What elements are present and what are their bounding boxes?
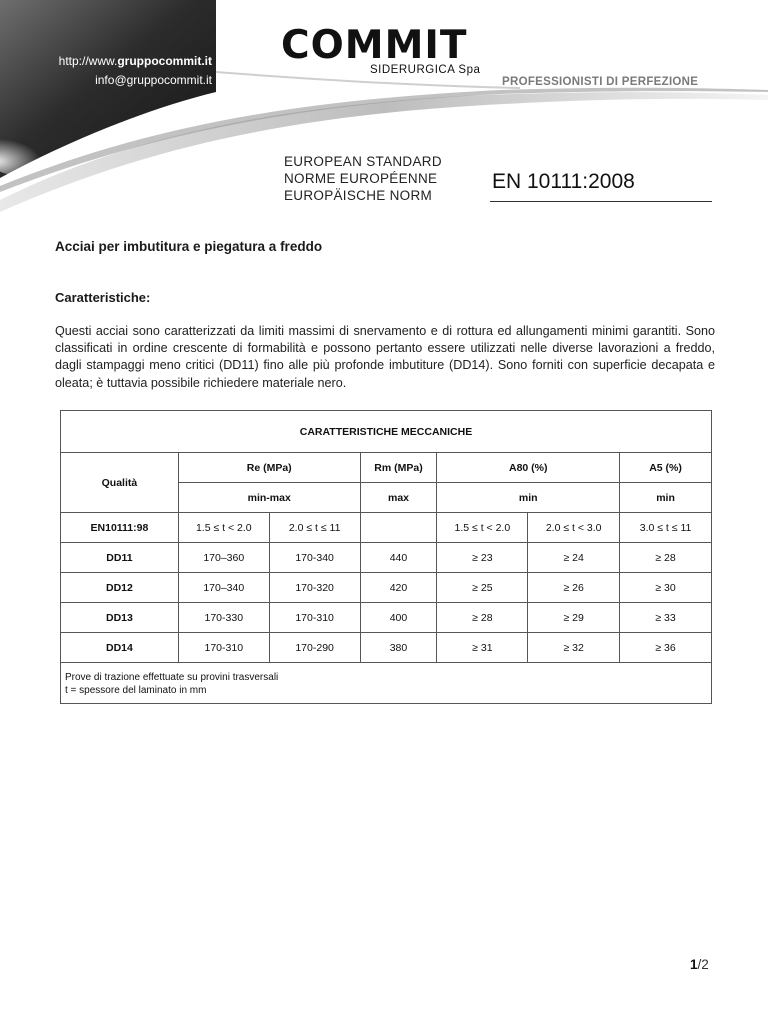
reference-row bbox=[61, 513, 712, 543]
description-paragraph: Questi acciai sono caratterizzati da limiti massimi di snervamento e di rottura ed allungamenti minimi garantiti. Sono classificati in ordine crescente di formabilità e possono pertanto essere utilizzati nelle diverse lavorazioni a freddo, dagli stampaggi meno critici (DD11) fino alle più profonde imbutiture (DD14). Sono forniti con superficie decapata e oleata; è tuttavia possibile richiedere materiale nero. bbox=[55, 324, 715, 390]
table-cell: 380 bbox=[360, 633, 437, 663]
table-row bbox=[61, 573, 712, 603]
table-cell: ≥ 31 bbox=[437, 633, 528, 663]
table-caption: CARATTERISTICHE MECCANICHE bbox=[61, 411, 712, 453]
email-link[interactable]: info@gruppocommit.it bbox=[95, 73, 212, 87]
table-row bbox=[61, 603, 712, 633]
table-cell: 170-290 bbox=[269, 633, 360, 663]
standard-label-fr: NORME EUROPÉENNE bbox=[284, 171, 438, 186]
a80-subheader: min bbox=[437, 483, 620, 513]
table-cell: DD14 bbox=[61, 633, 179, 663]
table-row bbox=[61, 543, 712, 573]
table-cell: ≥ 33 bbox=[620, 603, 712, 633]
table-cell: ≥ 24 bbox=[528, 543, 620, 573]
page-current: 1 bbox=[690, 957, 698, 972]
note-line: Prove di trazione effettuate su provini trasversali bbox=[65, 672, 279, 683]
a5-subheader: min bbox=[620, 483, 712, 513]
mechanical-properties-table bbox=[60, 410, 712, 704]
a80-header: A80 (%) bbox=[437, 453, 620, 483]
table-cell: 1.5 ≤ t < 2.0 bbox=[178, 513, 269, 543]
page-number bbox=[690, 957, 709, 972]
table-cell: 170-310 bbox=[178, 633, 269, 663]
re-subheader: min-max bbox=[178, 483, 360, 513]
table-cell: ≥ 30 bbox=[620, 573, 712, 603]
standard-labels bbox=[284, 153, 442, 204]
table-cell: ≥ 28 bbox=[620, 543, 712, 573]
table-cell: ≥ 36 bbox=[620, 633, 712, 663]
tagline: PROFESSIONISTI DI PERFEZIONE bbox=[502, 76, 699, 88]
table-cell: 170–360 bbox=[178, 543, 269, 573]
table-cell: 2.0 ≤ t < 3.0 bbox=[528, 513, 620, 543]
table-cell: DD12 bbox=[61, 573, 179, 603]
table-cell bbox=[360, 513, 437, 543]
table-cell: 3.0 ≤ t ≤ 11 bbox=[620, 513, 712, 543]
standard-underline bbox=[490, 201, 712, 202]
logo-subtitle: SIDERURGICA Spa bbox=[370, 64, 481, 76]
page-total: /2 bbox=[697, 957, 709, 972]
standard-code: EN 10111:2008 bbox=[492, 170, 635, 193]
table-cell: DD11 bbox=[61, 543, 179, 573]
table-cell: 2.0 ≤ t ≤ 11 bbox=[269, 513, 360, 543]
table-cell: 400 bbox=[360, 603, 437, 633]
table-row bbox=[61, 633, 712, 663]
table-cell: EN10111:98 bbox=[61, 513, 179, 543]
table-cell: ≥ 32 bbox=[528, 633, 620, 663]
quality-header: Qualità bbox=[61, 453, 179, 513]
table-cell: 170–340 bbox=[178, 573, 269, 603]
table-notes bbox=[61, 663, 712, 704]
table-cell: 1.5 ≤ t < 2.0 bbox=[437, 513, 528, 543]
table-cell: ≥ 28 bbox=[437, 603, 528, 633]
table-cell: 420 bbox=[360, 573, 437, 603]
table-cell: ≥ 26 bbox=[528, 573, 620, 603]
table-cell: 170-340 bbox=[269, 543, 360, 573]
company-logo: COMMIT bbox=[281, 23, 468, 68]
table-cell: DD13 bbox=[61, 603, 179, 633]
rm-subheader: max bbox=[360, 483, 437, 513]
section-title: Caratteristiche: bbox=[55, 290, 151, 305]
rm-header: Rm (MPa) bbox=[360, 453, 437, 483]
table-cell: 440 bbox=[360, 543, 437, 573]
a5-header: A5 (%) bbox=[620, 453, 712, 483]
table-cell: ≥ 23 bbox=[437, 543, 528, 573]
table-cell: 170-320 bbox=[269, 573, 360, 603]
standard-label-en: EUROPEAN STANDARD bbox=[284, 154, 442, 169]
table-cell: 170-310 bbox=[269, 603, 360, 633]
contact-block bbox=[0, 52, 212, 90]
note-line: t = spessore del laminato in mm bbox=[65, 685, 207, 696]
standard-label-de: EUROPÄISCHE NORM bbox=[284, 188, 433, 203]
re-header: Re (MPa) bbox=[178, 453, 360, 483]
document-title: Acciai per imbutitura e piegatura a freddo bbox=[55, 239, 323, 254]
table-cell: ≥ 29 bbox=[528, 603, 620, 633]
website-link[interactable]: http://www.gruppocommit.it bbox=[58, 54, 212, 68]
table-cell: ≥ 25 bbox=[437, 573, 528, 603]
table-cell: 170-330 bbox=[178, 603, 269, 633]
